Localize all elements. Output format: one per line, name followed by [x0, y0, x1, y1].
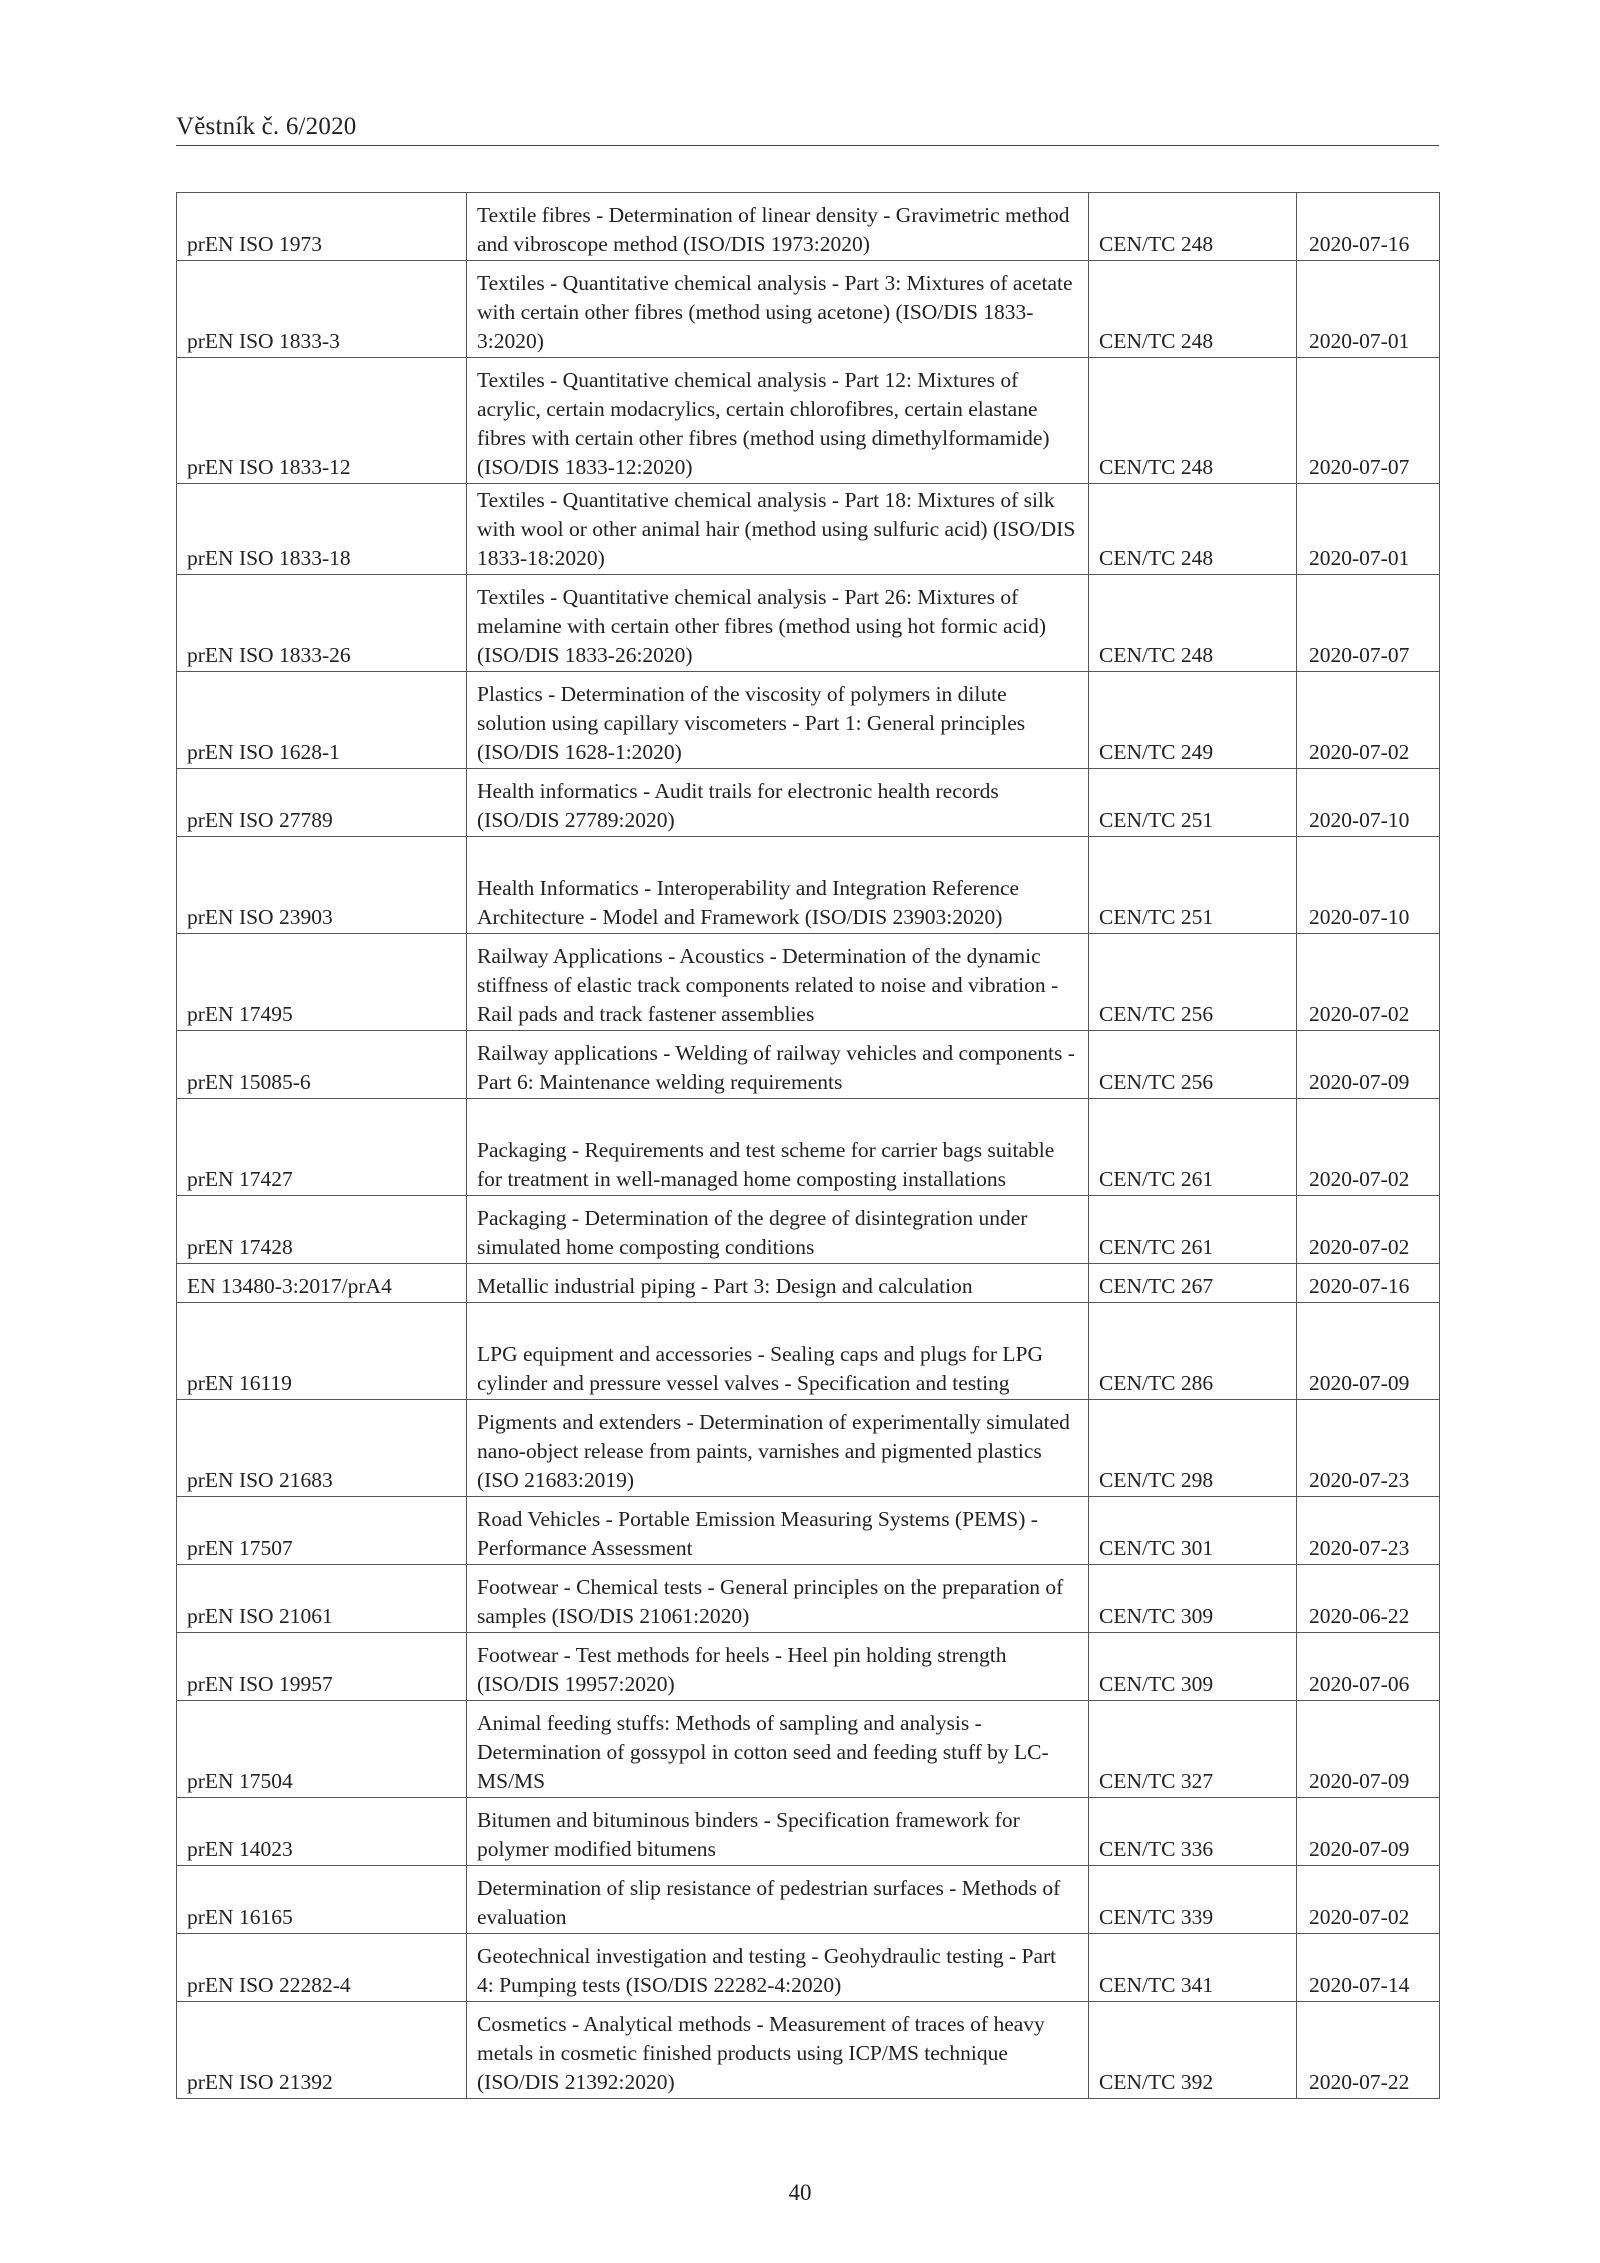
- header-divider: [176, 145, 1439, 146]
- deadline-date-cell: 2020-07-10: [1297, 769, 1440, 837]
- standard-code-cell: prEN ISO 23903: [177, 837, 467, 934]
- table-row: [177, 934, 1440, 1031]
- technical-committee-cell: CEN/TC 339: [1089, 1866, 1297, 1934]
- standard-title-cell: LPG equipment and accessories - Sealing caps and plugs for LPG cylinder and pressure vessel valves - Specification and testing: [467, 1303, 1089, 1400]
- standard-code-cell: prEN 16165: [177, 1866, 467, 1934]
- standard-code-cell: prEN 15085-6: [177, 1031, 467, 1099]
- standards-table: [176, 192, 1440, 2099]
- standard-title-cell: Health Informatics - Interoperability and Integration Reference Architecture - Model and Framework (ISO/DIS 23903:2020): [467, 837, 1089, 934]
- deadline-date-cell: 2020-07-01: [1297, 484, 1440, 575]
- standard-code-cell: prEN ISO 1833-3: [177, 261, 467, 358]
- standard-title-cell: Cosmetics - Analytical methods - Measurement of traces of heavy metals in cosmetic finished products using ICP/MS technique (ISO/DIS 21392:2020): [467, 2002, 1089, 2099]
- standard-code-cell: prEN 17495: [177, 934, 467, 1031]
- page-number: 40: [788, 2180, 812, 2205]
- technical-committee-cell: CEN/TC 248: [1089, 358, 1297, 484]
- standard-title-cell: Pigments and extenders - Determination of experimentally simulated nano-object release from paints, varnishes and pigmented plastics (ISO 21683:2019): [467, 1400, 1089, 1497]
- standard-code-cell: prEN ISO 21392: [177, 2002, 467, 2099]
- deadline-date-cell: 2020-07-16: [1297, 1264, 1440, 1303]
- deadline-date-cell: 2020-07-23: [1297, 1497, 1440, 1565]
- table-row: [177, 1934, 1440, 2002]
- table-row: [177, 193, 1440, 261]
- technical-committee-cell: CEN/TC 256: [1089, 1031, 1297, 1099]
- standard-code-cell: prEN ISO 27789: [177, 769, 467, 837]
- table-row: [177, 1031, 1440, 1099]
- standard-code-cell: prEN ISO 1833-26: [177, 575, 467, 672]
- table-row: [177, 1303, 1440, 1400]
- table-row: [177, 1798, 1440, 1866]
- table-row: [177, 358, 1440, 484]
- technical-committee-cell: CEN/TC 261: [1089, 1099, 1297, 1196]
- standard-code-cell: prEN ISO 1833-18: [177, 484, 467, 575]
- technical-committee-cell: CEN/TC 248: [1089, 484, 1297, 575]
- table-row: [177, 1196, 1440, 1264]
- standard-title-cell: Textiles - Quantitative chemical analysis - Part 26: Mixtures of melamine with certain other fibres (method using hot formic acid) (ISO/DIS 1833-26:2020): [467, 575, 1089, 672]
- standard-title-cell: Geotechnical investigation and testing - Geohydraulic testing - Part 4: Pumping tests (ISO/DIS 22282-4:2020): [467, 1934, 1089, 2002]
- deadline-date-cell: 2020-07-02: [1297, 934, 1440, 1031]
- table-row: [177, 261, 1440, 358]
- standard-title-cell: Textiles - Quantitative chemical analysis - Part 18: Mixtures of silk with wool or other animal hair (method using sulfuric acid) (ISO/DIS 1833-18:2020): [467, 484, 1089, 575]
- standards-table-container: [176, 192, 1439, 2099]
- standard-code-cell: prEN ISO 1628-1: [177, 672, 467, 769]
- table-row: [177, 1701, 1440, 1798]
- table-row: [177, 1400, 1440, 1497]
- standard-title-cell: Textiles - Quantitative chemical analysis - Part 3: Mixtures of acetate with certain other fibres (method using acetone) (ISO/DIS 1833-3:2020): [467, 261, 1089, 358]
- deadline-date-cell: 2020-07-22: [1297, 2002, 1440, 2099]
- deadline-date-cell: 2020-07-02: [1297, 1196, 1440, 1264]
- standard-title-cell: Textile fibres - Determination of linear density - Gravimetric method and vibroscope method (ISO/DIS 1973:2020): [467, 193, 1089, 261]
- technical-committee-cell: CEN/TC 298: [1089, 1400, 1297, 1497]
- standard-code-cell: prEN 17428: [177, 1196, 467, 1264]
- standard-title-cell: Road Vehicles - Portable Emission Measuring Systems (PEMS) - Performance Assessment: [467, 1497, 1089, 1565]
- table-body: [177, 193, 1440, 2099]
- table-row: [177, 1866, 1440, 1934]
- standard-title-cell: Footwear - Chemical tests - General principles on the preparation of samples (ISO/DIS 21061:2020): [467, 1565, 1089, 1633]
- page-header-title: Věstník č. 6/2020: [176, 113, 357, 140]
- standard-code-cell: prEN 17507: [177, 1497, 467, 1565]
- technical-committee-cell: CEN/TC 341: [1089, 1934, 1297, 2002]
- standard-code-cell: prEN ISO 19957: [177, 1633, 467, 1701]
- technical-committee-cell: CEN/TC 249: [1089, 672, 1297, 769]
- technical-committee-cell: CEN/TC 261: [1089, 1196, 1297, 1264]
- deadline-date-cell: 2020-07-09: [1297, 1303, 1440, 1400]
- technical-committee-cell: CEN/TC 248: [1089, 575, 1297, 672]
- table-row: [177, 1264, 1440, 1303]
- deadline-date-cell: 2020-06-22: [1297, 1565, 1440, 1633]
- table-row: [177, 575, 1440, 672]
- standard-code-cell: prEN 17427: [177, 1099, 467, 1196]
- standard-code-cell: prEN 17504: [177, 1701, 467, 1798]
- deadline-date-cell: 2020-07-01: [1297, 261, 1440, 358]
- technical-committee-cell: CEN/TC 336: [1089, 1798, 1297, 1866]
- deadline-date-cell: 2020-07-02: [1297, 1866, 1440, 1934]
- technical-committee-cell: CEN/TC 309: [1089, 1565, 1297, 1633]
- deadline-date-cell: 2020-07-09: [1297, 1031, 1440, 1099]
- technical-committee-cell: CEN/TC 301: [1089, 1497, 1297, 1565]
- standard-title-cell: Health informatics - Audit trails for electronic health records (ISO/DIS 27789:2020): [467, 769, 1089, 837]
- technical-committee-cell: CEN/TC 248: [1089, 193, 1297, 261]
- technical-committee-cell: CEN/TC 286: [1089, 1303, 1297, 1400]
- standard-code-cell: prEN ISO 1833-12: [177, 358, 467, 484]
- table-row: [177, 1633, 1440, 1701]
- standard-title-cell: Footwear - Test methods for heels - Heel pin holding strength (ISO/DIS 19957:2020): [467, 1633, 1089, 1701]
- standard-title-cell: Plastics - Determination of the viscosity of polymers in dilute solution using capillary viscometers - Part 1: General principles (ISO/DIS 1628-1:2020): [467, 672, 1089, 769]
- table-row: [177, 2002, 1440, 2099]
- technical-committee-cell: CEN/TC 251: [1089, 769, 1297, 837]
- standard-title-cell: Bitumen and bituminous binders - Specification framework for polymer modified bitumens: [467, 1798, 1089, 1866]
- table-row: [177, 769, 1440, 837]
- standard-title-cell: Railway Applications - Acoustics - Determination of the dynamic stiffness of elastic track components related to noise and vibration - Rail pads and track fastener assemblies: [467, 934, 1089, 1031]
- deadline-date-cell: 2020-07-02: [1297, 1099, 1440, 1196]
- deadline-date-cell: 2020-07-09: [1297, 1798, 1440, 1866]
- deadline-date-cell: 2020-07-07: [1297, 575, 1440, 672]
- standard-code-cell: prEN 14023: [177, 1798, 467, 1866]
- technical-committee-cell: CEN/TC 256: [1089, 934, 1297, 1031]
- standard-code-cell: prEN ISO 21061: [177, 1565, 467, 1633]
- standard-title-cell: Metallic industrial piping - Part 3: Design and calculation: [467, 1264, 1089, 1303]
- standard-code-cell: EN 13480-3:2017/prA4: [177, 1264, 467, 1303]
- table-row: [177, 484, 1440, 575]
- standard-code-cell: prEN ISO 22282-4: [177, 1934, 467, 2002]
- standard-title-cell: Textiles - Quantitative chemical analysis - Part 12: Mixtures of acrylic, certain modacrylics, certain chlorofibres, certain elastane fibres with certain other fibres (method using dimethylformamide) (ISO/DIS 1833-12:2020): [467, 358, 1089, 484]
- standard-code-cell: prEN ISO 21683: [177, 1400, 467, 1497]
- deadline-date-cell: 2020-07-23: [1297, 1400, 1440, 1497]
- deadline-date-cell: 2020-07-09: [1297, 1701, 1440, 1798]
- deadline-date-cell: 2020-07-16: [1297, 193, 1440, 261]
- technical-committee-cell: CEN/TC 267: [1089, 1264, 1297, 1303]
- table-row: [177, 1099, 1440, 1196]
- technical-committee-cell: CEN/TC 309: [1089, 1633, 1297, 1701]
- standard-title-cell: Packaging - Determination of the degree of disintegration under simulated home composting conditions: [467, 1196, 1089, 1264]
- technical-committee-cell: CEN/TC 248: [1089, 261, 1297, 358]
- technical-committee-cell: CEN/TC 251: [1089, 837, 1297, 934]
- technical-committee-cell: CEN/TC 392: [1089, 2002, 1297, 2099]
- standard-title-cell: Determination of slip resistance of pedestrian surfaces - Methods of evaluation: [467, 1866, 1089, 1934]
- standard-code-cell: prEN 16119: [177, 1303, 467, 1400]
- standard-title-cell: Packaging - Requirements and test scheme for carrier bags suitable for treatment in well-managed home composting installations: [467, 1099, 1089, 1196]
- standard-title-cell: Animal feeding stuffs: Methods of sampling and analysis - Determination of gossypol in cotton seed and feeding stuff by LC-MS/MS: [467, 1701, 1089, 1798]
- table-row: [177, 1497, 1440, 1565]
- standard-code-cell: prEN ISO 1973: [177, 193, 467, 261]
- standard-title-cell: Railway applications - Welding of railway vehicles and components - Part 6: Maintenance welding requirements: [467, 1031, 1089, 1099]
- deadline-date-cell: 2020-07-02: [1297, 672, 1440, 769]
- table-row: [177, 1565, 1440, 1633]
- table-row: [177, 837, 1440, 934]
- deadline-date-cell: 2020-07-10: [1297, 837, 1440, 934]
- technical-committee-cell: CEN/TC 327: [1089, 1701, 1297, 1798]
- deadline-date-cell: 2020-07-07: [1297, 358, 1440, 484]
- table-row: [177, 672, 1440, 769]
- deadline-date-cell: 2020-07-06: [1297, 1633, 1440, 1701]
- deadline-date-cell: 2020-07-14: [1297, 1934, 1440, 2002]
